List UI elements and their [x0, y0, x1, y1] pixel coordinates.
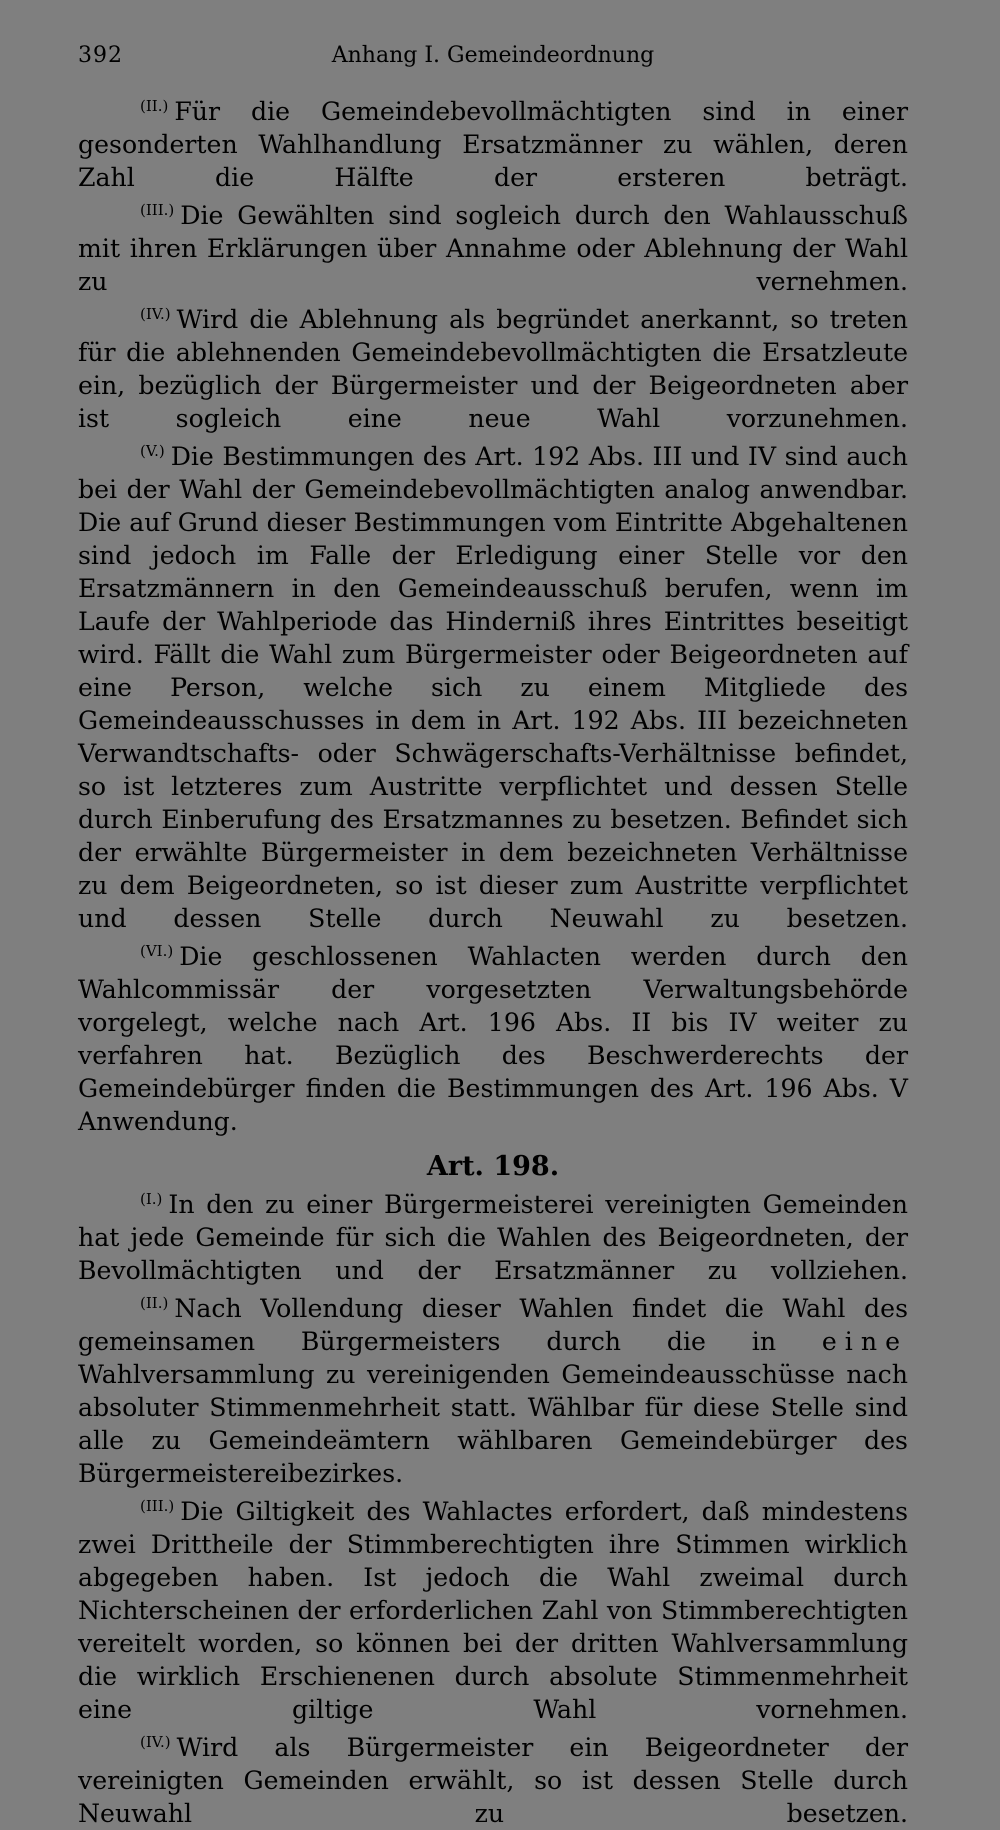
- paragraph-text: Für die Gemeindebevollmächtigten sind in einer gesonderten Wahlhandlung Ersatzmänner zu wählen, deren Zahl die Hälfte der ersteren beträgt.: [78, 97, 908, 192]
- running-head: [78, 38, 908, 72]
- paragraph-vi: [78, 935, 908, 1138]
- article-paragraph-iv: [78, 1726, 908, 1830]
- spaced-emphasis: eine: [821, 1327, 908, 1356]
- running-title: Anhang I. Gemeindeordnung: [331, 42, 655, 68]
- paragraph-iii: [78, 194, 908, 298]
- paragraph-text: Die geschlossenen Wahlacten werden durch den Wahlcommissär der vorgesetzten Verwaltungsbehörde vorgelegt, welche nach Art. 196 Abs. II bis IV weiter zu verfahren hat. Bezüglich des Beschwerderechts der Gemeindebürger finden die Bestimmungen des Art. 196 Abs. V Anwendung.: [78, 942, 908, 1136]
- paragraph-v: [78, 435, 908, 935]
- paragraph-mark: (I.): [140, 1190, 163, 1208]
- paragraph-text: Wahlversammlung zu vereinigenden Gemeindeausschüsse nach absoluter Stimmenmehrheit statt. Wählbar für diese Stelle sind alle zu Gemeindeämtern wählbaren Gemeindebürger des Bürgermeistereibezirkes.: [78, 1360, 908, 1488]
- article-paragraph-iii: [78, 1490, 908, 1726]
- paragraph-mark: (IV.): [140, 1733, 171, 1751]
- article-heading: Art. 198.: [426, 1151, 560, 1182]
- paragraph-mark: (V.): [140, 442, 165, 460]
- article-paragraph-i: [78, 1183, 908, 1287]
- paragraph-mark: (II.): [140, 97, 169, 115]
- paragraph-text: In den zu einer Bürgermeisterei vereinigten Gemeinden hat jede Gemeinde für sich die Wahlen des Beigeordneten, der Bevollmächtigten und der Ersatzmänner zu vollziehen.: [78, 1190, 908, 1285]
- paragraph-text: Nach Vollendung dieser Wahlen findet die Wahl des gemeinsamen Bürgermeisters durch die in: [78, 1294, 908, 1356]
- paragraph-mark: (III.): [140, 1497, 175, 1515]
- paragraph-iv: [78, 298, 908, 435]
- paragraph-ii: [78, 90, 908, 194]
- paragraph-text: Die Gewählten sind sogleich durch den Wahlausschuß mit ihren Erklärungen über Annahme oder Ablehnung der Wahl zu vernehmen.: [78, 201, 908, 296]
- body-text: [78, 90, 908, 1830]
- paragraph-mark: (IV.): [140, 305, 171, 323]
- paragraph-mark: (II.): [140, 1294, 169, 1312]
- paragraph-mark: (III.): [140, 201, 175, 219]
- paragraph-mark: (VI.): [140, 942, 174, 960]
- paragraph-text: Wird als Bürgermeister ein Beigeordneter der vereinigten Gemeinden erwählt, so ist dessen Stelle durch Neuwahl zu besetzen.: [78, 1733, 908, 1828]
- paragraph-text: Wird die Ablehnung als begründet anerkannt, so treten für die ablehnenden Gemeindebevollmächtigten die Ersatzleute ein, bezüglich der Bürgermeister und der Beigeordneten aber ist sogleich eine neue Wahl vorzunehmen.: [78, 305, 908, 433]
- paragraph-text: Die Giltigkeit des Wahlactes erfordert, daß mindestens zwei Drittheile der Stimmberechtigten ihre Stimmen wirklich abgegeben haben. Ist jedoch die Wahl zweimal durch Nichterscheinen der erforderlichen Zahl von Stimmberechtigten vereitelt worden, so können bei der dritten Wahlversammlung die wirklich Erschienenen durch absolute Stimmenmehrheit eine giltige Wahl vornehmen.: [78, 1497, 908, 1724]
- article-paragraph-ii: [78, 1287, 908, 1490]
- paragraph-text: Die Bestimmungen des Art. 192 Abs. III und IV sind auch bei der Wahl der Gemeindebevollmächtigten analog anwendbar. Die auf Grund dieser Bestimmungen vom Eintritte Abgehaltenen sind jedoch im Falle der Erledigung einer Stelle vor den Ersatzmännern in den Gemeindeausschuß berufen, wenn im Laufe der Wahlperiode das Hinderniß ihres Eintrittes beseitigt wird. Fällt die Wahl zum Bürgermeister oder Beigeordneten auf eine Person, welche sich zu einem Mitgliede des Gemeindeausschusses in dem in Art. 192 Abs. III bezeichneten Verwandtschafts- oder Schwägerschafts-Verhältnisse befindet, so ist letzteres zum Austritte verpflichtet und dessen Stelle durch Einberufung des Ersatzmannes zu besetzen. Befindet sich der erwählte Bürgermeister in dem bezeichneten Verhältnisse zu dem Beigeordneten, so ist dieser zum Austritte verpflichtet und dessen Stelle durch Neuwahl zu besetzen.: [78, 442, 908, 933]
- page-number: 392: [78, 42, 123, 68]
